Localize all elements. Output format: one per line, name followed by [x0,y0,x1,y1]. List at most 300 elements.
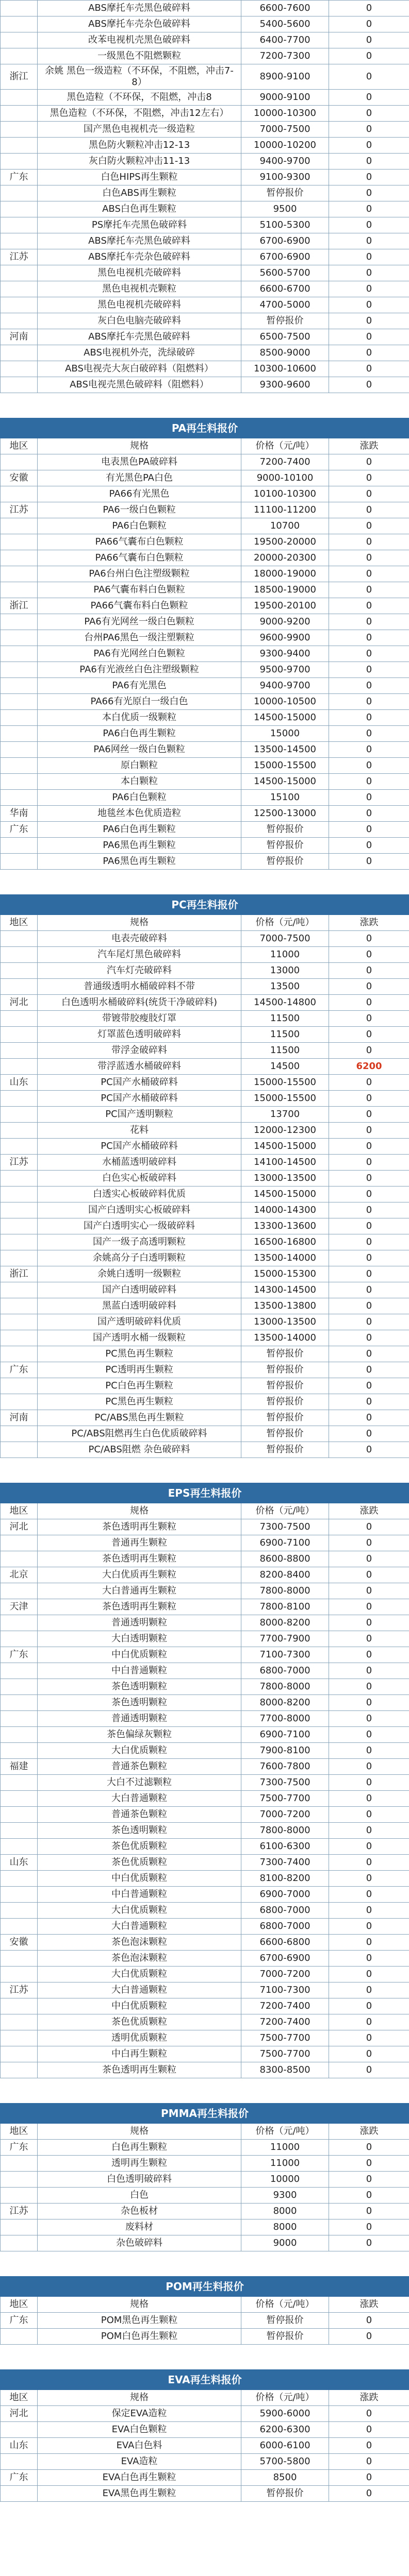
section-title: EPS再生料报价 [1,1483,409,1503]
region-cell: 广东 [1,2313,38,2329]
price-cell: 暂停报价 [241,838,329,854]
spec-cell: 灰白防火颗粒冲击11-13 [38,154,241,170]
region-cell [1,646,38,662]
change-cell: 0 [329,1807,409,1823]
table-row [1,16,409,32]
spec-cell: PA6气囊布料白色颗粒 [38,582,241,598]
spec-cell: PA6有光网丝白色颗粒 [38,646,241,662]
region-cell [1,1775,38,1791]
change-cell: 0 [329,106,409,122]
price-cell: 9300 [241,2188,329,2204]
region-cell: 山东 [1,2438,38,2454]
change-cell: 0 [329,2235,409,2251]
table-row [1,1998,409,2014]
table-row [1,598,409,614]
region-cell [1,1967,38,1982]
change-cell: 0 [329,662,409,678]
price-cell: 6900-7000 [241,1887,329,1903]
change-cell: 0 [329,1139,409,1155]
change-cell: 0 [329,678,409,694]
spec-cell: 国产白透明实心一级破碎料 [38,1218,241,1234]
spec-cell: 白色透明水桶破碎料(统货干净破碎料) [38,995,241,1011]
region-cell [1,2156,38,2172]
table-row [1,678,409,694]
table-row [1,2014,409,2030]
change-cell: 0 [329,1998,409,2014]
price-cell: 7500-7700 [241,1791,329,1807]
change-cell: 6200 [329,1059,409,1075]
change-cell: 0 [329,1951,409,1967]
region-cell: 江苏 [1,2204,38,2219]
table-row [1,1202,409,1218]
table-row [1,979,409,995]
table-row [1,1775,409,1791]
change-cell: 0 [329,2140,409,2156]
spec-cell: 白色 [38,2188,241,2204]
table-row [1,822,409,838]
table-row [1,90,409,106]
region-cell [1,931,38,947]
table-row [1,361,409,377]
spec-cell: 茶色透明颗粒 [38,1695,241,1711]
table-row [1,470,409,486]
section-spacer [1,2345,409,2370]
region-cell [1,694,38,710]
price-cell: 7800-8100 [241,1599,329,1615]
change-cell: 0 [329,1218,409,1234]
region-cell [1,1043,38,1059]
region-cell [1,361,38,377]
header-spec: 规格 [38,2124,241,2140]
change-cell: 0 [329,995,409,1011]
spec-cell: PS摩托车壳黑色破碎料 [38,217,241,233]
spec-cell: 黑色造粒（不环保，不阻燃，冲击12左右） [38,106,241,122]
spec-cell: 茶色透明再生颗粒 [38,1519,241,1535]
change-cell: 0 [329,1011,409,1027]
table-row [1,1631,409,1647]
change-cell: 0 [329,1442,409,1458]
spec-cell: 透明再生颗粒 [38,2156,241,2172]
region-cell [1,1346,38,1362]
region-cell [1,2454,38,2470]
spec-cell: PC黑色再生颗粒 [38,1394,241,1410]
region-cell [1,1442,38,1458]
table-row [1,1155,409,1171]
spec-cell: 灰白色电脑壳破碎料 [38,313,241,329]
table-row [1,154,409,170]
header-change: 涨跌 [329,2124,409,2140]
spec-cell: 本白颗粒 [38,774,241,790]
spec-cell: PA66气囊布料白色颗粒 [38,598,241,614]
table-row [1,854,409,870]
change-cell: 0 [329,726,409,742]
region-cell [1,550,38,566]
header-change: 涨跌 [329,1503,409,1519]
spec-cell: 杂色板材 [38,2204,241,2219]
table-row [1,486,409,502]
table-row [1,1107,409,1123]
region-cell: 浙江 [1,598,38,614]
change-cell: 0 [329,1027,409,1043]
spec-cell: 普通透明颗粒 [38,1615,241,1631]
price-cell: 9000 [241,2235,329,2251]
price-cell: 7200-7400 [241,2014,329,2030]
region-cell [1,774,38,790]
spec-cell: 国产透明水桶一级颗粒 [38,1330,241,1346]
price-cell: 13300-13600 [241,1218,329,1234]
column-header-row [1,438,409,454]
table-row [1,233,409,249]
spec-cell: 电表壳破碎料 [38,931,241,947]
table-row [1,1171,409,1187]
price-cell: 13000-13500 [241,1171,329,1187]
header-price: 价格（元/吨） [241,2390,329,2406]
section-title-row [1,418,409,438]
header-region: 地区 [1,2297,38,2313]
region-cell [1,1998,38,2014]
table-row [1,2486,409,2502]
price-cell: 6200-6300 [241,2422,329,2438]
price-cell: 7000-7500 [241,931,329,947]
table-row [1,2046,409,2062]
price-cell: 7700-8000 [241,1711,329,1727]
price-cell: 7300-7400 [241,1855,329,1871]
region-cell [1,48,38,64]
region-cell [1,185,38,201]
region-cell [1,1250,38,1266]
price-cell: 7200-7300 [241,48,329,64]
price-cell: 13000-13500 [241,1314,329,1330]
header-change: 涨跌 [329,915,409,931]
change-cell: 0 [329,1647,409,1663]
table-row [1,1394,409,1410]
region-cell [1,1394,38,1410]
price-cell: 6400-7700 [241,32,329,48]
change-cell: 0 [329,2406,409,2422]
price-cell: 11000 [241,947,329,963]
region-cell: 天津 [1,1599,38,1615]
change-cell: 0 [329,1791,409,1807]
change-cell: 0 [329,1394,409,1410]
spec-cell: PA66气囊布白色颗粒 [38,534,241,550]
table-row [1,534,409,550]
region-cell: 河北 [1,995,38,1011]
spec-cell: 茶色泡沫颗粒 [38,1951,241,1967]
price-cell: 6800-7000 [241,1919,329,1935]
change-cell: 0 [329,2486,409,2502]
spec-cell: 本白优质一级颗粒 [38,710,241,726]
change-cell: 0 [329,1266,409,1282]
change-cell: 0 [329,534,409,550]
table-row [1,377,409,393]
region-cell [1,678,38,694]
table-row [1,1663,409,1679]
spacer-cell [1,1458,409,1483]
change-cell: 0 [329,2470,409,2486]
change-cell: 0 [329,502,409,518]
change-cell: 0 [329,1903,409,1919]
region-cell [1,1298,38,1314]
spec-cell: ABS白色再生颗粒 [38,201,241,217]
change-cell: 0 [329,1362,409,1378]
price-cell: 20000-20300 [241,550,329,566]
spec-cell: PA6黑色再生颗粒 [38,838,241,854]
region-cell [1,1187,38,1202]
region-cell [1,1027,38,1043]
table-row [1,1887,409,1903]
table-row [1,1919,409,1935]
table-row [1,758,409,774]
spec-cell: ABS摩托车壳黑色破碎料 [38,233,241,249]
region-cell [1,217,38,233]
table-row [1,2156,409,2172]
region-cell [1,1679,38,1695]
spec-cell: 黑色电视机壳颗粒 [38,281,241,297]
change-cell: 0 [329,1823,409,1839]
price-cell: 6900-7100 [241,1535,329,1551]
region-cell: 江苏 [1,1982,38,1998]
spec-cell: PA6台州白色注塑级颗粒 [38,566,241,582]
table-row [1,1250,409,1266]
header-price: 价格（元/吨） [241,438,329,454]
price-cell: 10100-10300 [241,486,329,502]
price-cell: 13500-13800 [241,1298,329,1314]
change-cell: 0 [329,329,409,345]
change-cell: 0 [329,1967,409,1982]
region-cell [1,566,38,582]
region-cell: 河南 [1,329,38,345]
spec-cell: 黑蓝白透明破碎料 [38,1298,241,1314]
table-row [1,1,409,16]
region-cell [1,963,38,979]
price-cell: 19500-20000 [241,534,329,550]
change-cell: 0 [329,1314,409,1330]
spec-cell: 白色ABS再生颗粒 [38,185,241,201]
region-cell: 福建 [1,1759,38,1775]
price-cell: 暂停报价 [241,1394,329,1410]
section-title: PC再生料报价 [1,895,409,915]
spacer-cell [1,393,409,418]
spec-cell: 国产白透明破碎料 [38,1282,241,1298]
spec-cell: PA66气囊布白色颗粒 [38,550,241,566]
change-cell: 0 [329,281,409,297]
change-cell: 0 [329,1727,409,1743]
price-cell: 6700-6900 [241,249,329,265]
spec-cell: 中白优质颗粒 [38,1871,241,1887]
price-cell: 11100-11200 [241,502,329,518]
table-row [1,1330,409,1346]
section-title: EVA再生料报价 [1,2370,409,2390]
price-cell: 8000 [241,2204,329,2219]
spec-cell: 大白普通颗粒 [38,1919,241,1935]
change-cell: 0 [329,2313,409,2329]
change-cell: 0 [329,931,409,947]
change-cell: 0 [329,774,409,790]
price-cell: 13000 [241,963,329,979]
price-cell: 7200-7400 [241,454,329,470]
price-cell: 8300-8500 [241,2062,329,2078]
change-cell: 0 [329,345,409,361]
price-cell: 7200-7400 [241,1998,329,2014]
price-cell: 14500-15000 [241,1187,329,1202]
spec-cell: ABS摩托车壳黑色破碎料 [38,329,241,345]
change-cell: 0 [329,1599,409,1615]
price-cell: 7100-7300 [241,1647,329,1663]
spec-cell: 废料材 [38,2219,241,2235]
price-cell: 6900-7100 [241,1727,329,1743]
price-cell: 11000 [241,2156,329,2172]
table-row [1,1567,409,1583]
region-cell: 河南 [1,1410,38,1426]
region-cell [1,1631,38,1647]
change-cell: 0 [329,710,409,726]
price-cell: 7000-7200 [241,1807,329,1823]
region-cell: 广东 [1,1362,38,1378]
table-row [1,1075,409,1091]
change-cell: 0 [329,185,409,201]
change-cell: 0 [329,1615,409,1631]
region-cell [1,2219,38,2235]
region-cell [1,233,38,249]
table-row [1,1011,409,1027]
spec-cell: 花料 [38,1123,241,1139]
spec-cell: 茶色透明再生颗粒 [38,2062,241,2078]
price-cell: 13500-14000 [241,1250,329,1266]
price-cell: 7500-7700 [241,2030,329,2046]
table-row [1,1362,409,1378]
spec-cell: 带浮蓝透水桶破碎料 [38,1059,241,1075]
price-cell: 6600-6800 [241,1935,329,1951]
spec-cell: 带镀带胶瘦肢灯罩 [38,1011,241,1027]
table-row [1,710,409,726]
spec-cell: PC黑色再生颗粒 [38,1346,241,1362]
change-cell: 0 [329,963,409,979]
table-row [1,217,409,233]
region-cell [1,1218,38,1234]
price-cell: 暂停报价 [241,822,329,838]
table-row [1,1027,409,1043]
table-row [1,265,409,281]
region-cell [1,90,38,106]
header-spec: 规格 [38,1503,241,1519]
price-cell: 14300-14500 [241,1282,329,1298]
spec-cell: PA6白色再生颗粒 [38,726,241,742]
spec-cell: ABS摩托车壳黑色破碎料 [38,1,241,16]
header-change: 涨跌 [329,2390,409,2406]
spec-cell: 中白优质颗粒 [38,1647,241,1663]
price-table-body [1,1,409,2502]
price-cell: 4700-5000 [241,297,329,313]
spec-cell: 普通茶色颗粒 [38,1759,241,1775]
table-row [1,2235,409,2251]
table-row [1,2313,409,2329]
price-cell: 13500-14500 [241,742,329,758]
change-cell: 0 [329,16,409,32]
spec-cell: 大白透明颗粒 [38,1631,241,1647]
column-header-row [1,1503,409,1519]
price-cell: 7700-7900 [241,1631,329,1647]
table-row [1,2329,409,2345]
region-cell [1,2046,38,2062]
change-cell: 0 [329,138,409,154]
table-row [1,1695,409,1711]
table-row [1,1951,409,1967]
change-cell: 0 [329,1107,409,1123]
price-cell: 暂停报价 [241,2313,329,2329]
spec-cell: 中白普通颗粒 [38,1887,241,1903]
change-cell: 0 [329,1631,409,1647]
change-cell: 0 [329,233,409,249]
price-cell: 15000-15500 [241,758,329,774]
price-cell: 6600-6700 [241,281,329,297]
change-cell: 0 [329,1,409,16]
table-row [1,1679,409,1695]
table-row [1,1426,409,1442]
spec-cell: POM黑色再生颗粒 [38,2313,241,2329]
change-cell: 0 [329,2422,409,2438]
spec-cell: 水桶蓝透明破碎料 [38,1155,241,1171]
spec-cell: 大白普通颗粒 [38,1982,241,1998]
spec-cell: 汽车尾灯黑色破碎料 [38,947,241,963]
price-cell: 6800-7000 [241,1903,329,1919]
change-cell: 0 [329,2014,409,2030]
change-cell: 0 [329,1535,409,1551]
region-cell [1,377,38,393]
region-cell: 广东 [1,2470,38,2486]
region-cell [1,518,38,534]
region-cell: 浙江 [1,64,38,90]
region-cell [1,1011,38,1027]
region-cell [1,2188,38,2204]
region-cell: 山东 [1,1075,38,1091]
change-cell: 0 [329,170,409,185]
table-row [1,582,409,598]
spec-cell: 带浮金破碎料 [38,1043,241,1059]
region-cell [1,1551,38,1567]
region-cell [1,1139,38,1155]
price-cell: 6000-6100 [241,2438,329,2454]
region-cell [1,1791,38,1807]
table-row [1,566,409,582]
price-cell: 11000 [241,2140,329,2156]
spec-cell: EVA白色再生颗粒 [38,2470,241,2486]
change-cell: 0 [329,1551,409,1567]
spec-cell: PA6有光网丝一级白色颗粒 [38,614,241,630]
spec-cell: 余姚白透明一级颗粒 [38,1266,241,1282]
spec-cell: ABS电视壳黑色破碎料（阻燃料） [38,377,241,393]
change-cell: 0 [329,1426,409,1442]
change-cell: 0 [329,614,409,630]
table-row [1,2204,409,2219]
table-row [1,931,409,947]
table-row [1,1059,409,1075]
table-row [1,1727,409,1743]
change-cell: 0 [329,249,409,265]
header-change: 涨跌 [329,2297,409,2313]
table-row [1,947,409,963]
price-cell: 暂停报价 [241,1426,329,1442]
price-cell: 7800-8000 [241,1583,329,1599]
price-cell: 9500 [241,201,329,217]
table-row [1,963,409,979]
region-cell [1,2486,38,2502]
change-cell: 0 [329,838,409,854]
region-cell [1,201,38,217]
change-cell: 0 [329,297,409,313]
spec-cell: ABS电视机外壳，洗绿破碎 [38,345,241,361]
region-cell [1,1202,38,1218]
header-price: 价格（元/吨） [241,2124,329,2140]
